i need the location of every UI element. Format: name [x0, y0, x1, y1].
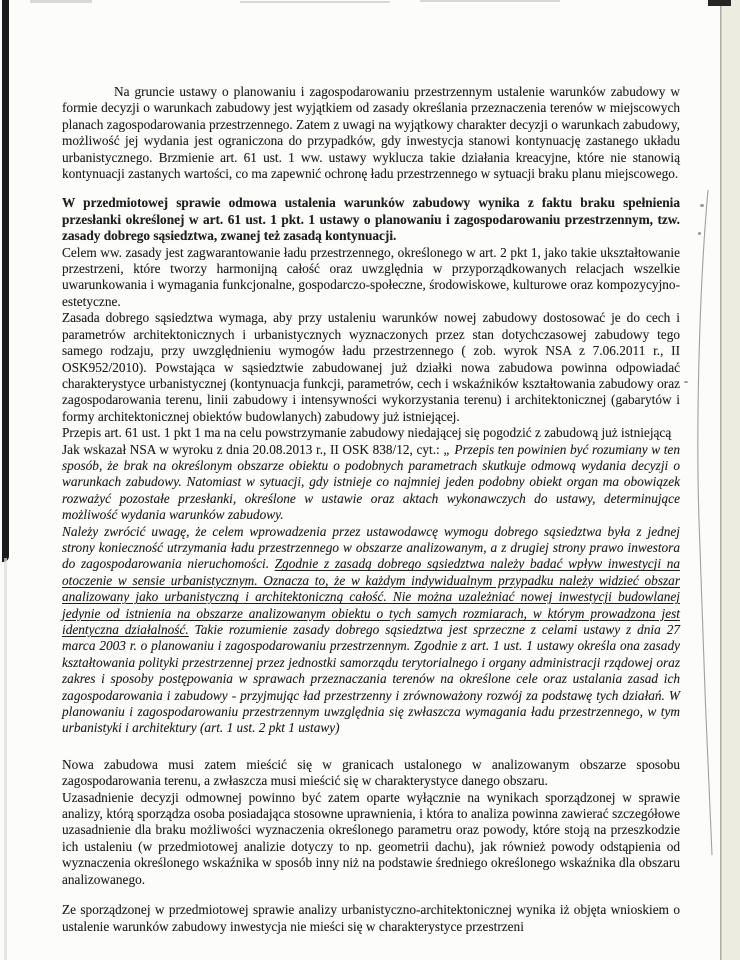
paragraph: [62, 425, 680, 441]
text-segment: Jak wskazał NSA w wyroku z dnia 20.08.2013 r., II OSK 838/12, cyt.:: [62, 441, 444, 457]
scan-edge-left-bar: [2, 0, 9, 562]
text-segment: Ze sporządzonej w przedmiotowej sprawie analizy urbanistyczno-architektonicznej wynika iż objęta wnioskiem o ustalenie warunków zabudowy inwestycja nie mieści się w charakterystyce przestrzeni: [62, 902, 680, 934]
text-segment: „ Przepis ten powinien być rozumiany w ten sposób, że brak na określonym obszarze obiektu o podobnych parametrach skutkuje odmową wydania decyzji o warunkach zabudowy. Natomiast w sytuacji, gdy istnieje co najmniej jeden podobny obiekt organ ma obowiązek rozważyć pozostałe przesłanki, określone w ustawie oraz aktach wykonawczych do ustawy, determinujące możliwość wydania warunków zabudowy.: [62, 441, 680, 523]
paragraph: [62, 310, 680, 425]
text-segment: Takie rozumienie zasady dobrego sąsiedztwa jest sprzeczne z celami ustawy z dnia 27 marca 2003 r. o planowaniu i zagospodarowaniu przestrzennym. Zgodnie z art. 1 ust. 1 ustawy określa ona zasady kształtowania polityki przestrzennej przez jednostki samorządu terytorialnego i organy administracji rządowej oraz zakres i sposoby postępowania w sprawach przeznaczania terenów na określone cele oraz ustalania zasad ich zagospodarowania i zabudowy - przyjmując ład przestrzenny i zrównoważony rozwój za podstawę tych działań. W planowaniu i zagospodarowaniu przestrzennym uwzględnia się zwłaszcza wymagania ładu przestrzennego, w tym urbanistyki i architektury (art. 1 ust. 2 pkt 1 ustawy): [62, 622, 680, 736]
scan-side-strip: [721, 0, 740, 960]
paragraph: [62, 524, 680, 737]
paragraph: [62, 442, 680, 524]
paragraph: [62, 902, 680, 935]
text-segment: Zgodnie z zasadą dobrego sąsiedztwa należy badać wpływ inwestycji na otoczenie w sensie urbanistycznym. Oznacza to, że w każdym indywidualnym przypadku należy widzieć obszar analizowany jako urbanistyczną i architektoniczną całość. Nie można uzależniać nowej inwestycji budowlanej jedynie od istnienia na obszarze analizowanym obiektu o tych samych rozmiarach, w którym prowadzona jest identyczna działalność.: [62, 556, 681, 637]
scan-smudge-top: [30, 0, 92, 3]
scan-corner-mark: [708, 0, 731, 6]
text-segment: Uzasadnienie decyzji odmownej powinno być zatem oparte wyłącznie na wynikach sporządzonej w sprawie analizy, którą sporządza osoba posiadająca stosowne uprawnienia, i która to analiza powinna zawierać szczegółowe uzasadnienie dla braku możliwości wyznaczenia określonego parametru oraz powody, które stoją na przeszkodzie ich ustaleniu (w przedmiotowej analizie dotyczy to np. geometrii dachu), jak również powody odstąpienia od wyznaczenia określonego wskaźnika w sposób inny niż na podstawie średniego określonego wskaźnika dla obszaru analizowanego.: [62, 789, 680, 887]
text-segment: Nowa zabudowa musi zatem mieścić się w granicach ustalonego w analizowanym obszarze sposobu zagospodarowania terenu, a zwłaszcza musi mieścić się w charakterystyce danego obszaru.: [62, 756, 680, 789]
scan-speck: [684, 381, 688, 383]
text-segment: W przedmiotowej sprawie odmowa ustalenia warunków zabudowy wynika z faktu braku spełnienia przesłanki określonej w art. 61 ust. 1 pkt. 1 ustawy o planowaniu i zagospodarowaniu przestrzennym, tzw. zasady dobrego sąsiedztwa, zwanej też zasadą kontynuacji.: [62, 195, 680, 244]
paragraph: [62, 84, 680, 182]
paragraph: [62, 245, 680, 311]
paragraph: [62, 790, 680, 888]
scan-edge-left-faint: [4, 558, 7, 960]
text-segment: Należy zwrócić uwagę, że celem wprowadzenia przez ustawodawcę wymogu dobrego sąsiedztwa była z jednej strony konieczność utrzymania ładu przestrzennego w obszarze analizowanym, a z drugiej strony prawo inwestora do zagospodarowania nieruchomości.: [62, 523, 680, 572]
text-segment: Zasada dobrego sąsiedztwa wymaga, aby przy ustaleniu warunków nowej zabudowy dostosować je do cech i parametrów architektonicznych i urbanistycznych wyznaczonych przez stan dotychczasowej zabudowy tego samego rodzaju, przy uwzględnieniu wymogów ładu przestrzennego ( zob. wyrok NSA z 7.06.2011 r., II OSK952/2010). Powstająca w sąsiedztwie zabudowanej już działki nowa zabudowa powinna odpowiadać charakterystyce urbanistycznej (kontynuacja funkcji, parametrów, cech i wskaźników kształtowania zabudowy oraz zagospodarowania terenu, linii zabudowy i intensywności wykorzystania terenu) i architektonicznej (gabarytów i formy architektonicznej obiektów budowlanych) zabudowy już istniejącej.: [62, 310, 680, 424]
paragraph: [62, 195, 680, 244]
text-segment: Celem ww. zasady jest zagwarantowanie ładu przestrzennego, określonego w art. 2 pkt 1, jako takie ukształtowanie przestrzeni, które tworzy harmonijną całość oraz uwzględnia w przyporządkowanych relacjach wszelkie uwarunkowania i wymagania funkcjonalne, gospodarczo-społeczne, środowiskowe, kulturowe oraz kompozycyjno-estetyczne.: [62, 244, 680, 309]
scan-speck: [698, 232, 701, 235]
scan-smudge-top: [420, 0, 560, 2]
scan-speck: [700, 204, 704, 207]
text-segment: Na gruncie ustawy o planowaniu i zagospodarowaniu przestrzennym ustalenie warunków zabudowy w formie decyzji o warunkach zabudowy jest wyjątkiem od zasady określania przeznaczenia terenów w miejscowych planach zagospodarowania przestrzennego. Zatem z uwagi na wyjątkowy charakter decyzji o warunkach zabudowy, możliwość jej wydania jest ograniczona do przypadków, gdy inwestycja stanowi kontynuację zastanego układu urbanistycznego. Brzmienie art. 61 ust. 1 ww. ustawy wyklucza takie działania kreacyjne, które nie stanowią kontynuacji zastanych wartości, co ma zapewnić ochronę ładu przestrzennego w sytuacji braku planu miejscowego.: [62, 84, 680, 182]
scan-smudge-top: [240, 1, 390, 3]
text-segment: Przepis art. 61 ust. 1 pkt 1 ma na celu powstrzymanie zabudowy niedającej się pogodzić z zabudową już istniejącą: [62, 425, 672, 441]
document-text: [62, 84, 680, 935]
paragraph: [62, 757, 680, 790]
